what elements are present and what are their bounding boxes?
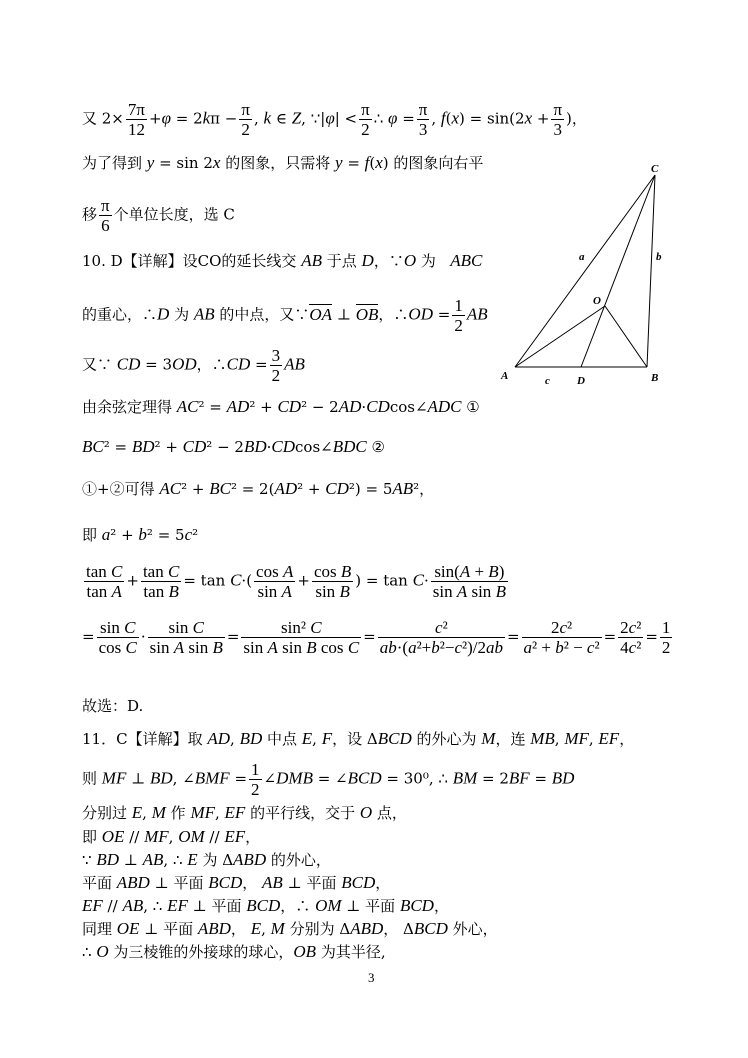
q11-line-3: 分别过 E, M 作 MF, EF 的平行线，交于 O 点，	[82, 803, 407, 822]
label-b: b	[656, 251, 662, 263]
q10-line-9: = $\frac{\text{sin C}}{\text{cos C}}$ · $\frac{\text{sin C}}{\text{sin A sin B}}$ = $\frac{\text{sin² C}}{\text{sin A sin B cos C}}$ = $\frac{\text{c²}}{\text{ab·(a²+b²−c²)/2ab}}$ = $\frac{\text{2c²}}{\text{a² + b² − c²}}$ = $\frac{\text{2c²}}{\text{4c²}}$ = $\frac{1}{2}$	[82, 618, 671, 657]
segment-cd	[581, 175, 655, 367]
label-A: A	[501, 370, 509, 382]
label-O: O	[593, 295, 601, 307]
label-D: D	[577, 375, 585, 387]
solution-line-3: 移 $\frac{\pi}{6}$ 个单位长度，选 C	[82, 196, 235, 235]
solution-line-2: 为了得到 y = sin 2x 的图象，只需将 y = f(x) 的图象向右平	[82, 153, 484, 172]
q10-line-7: 即 a² + b² = 5c²	[82, 525, 199, 544]
side-bc	[647, 175, 655, 367]
q10-line-5: BC² = BD² + CD² − 2BD·CDcos∠BDC ②	[82, 437, 385, 456]
q11-line-2: 则 MF ⊥ BD, ∠BMF = $\frac{1}{2}$ ∠DMB = ∠BCD = 30⁰, ∴ BM = 2BF = BD	[82, 760, 575, 799]
q11-line-9: ∴ O 为三棱锥的外接球的球心，OB 为其半径,	[82, 942, 386, 961]
q10-line-4: 由余弦定理得 AC² = AD² + CD² − 2AD·CDcos∠ADC ①	[82, 397, 480, 416]
q10-line-6: ①+②可得 AC² + BC² = 2(AD² + CD²) = 5AB²，	[82, 479, 435, 498]
label-C: C	[651, 163, 659, 175]
q11-heading: 11．C【详解】取 AD, BD 中点 E, F，设 ΔBCD 的外心为 M，连 MB, MF, EF，	[82, 729, 635, 748]
page-number: 3	[368, 970, 375, 985]
q11-line-6: 平面 ABD ⊥ 平面 BCD， AB ⊥ 平面 BCD，	[82, 873, 391, 892]
segment-oa	[515, 306, 605, 367]
label-c: c	[545, 375, 550, 387]
q10-heading: 10. D【详解】设CO的延长线交 AB 于点 D，∵O 为 ABC	[82, 251, 483, 270]
label-a: a	[579, 251, 585, 263]
solution-line-1: 又 2× $\frac{7\pi}{12}$ +φ = 2kπ − $\frac{\pi}{2}$ , k ∈ Z, ∵|φ| < $\frac{\pi}{2}$ ∴ φ = $\frac{\pi}{3}$ , f(x) = sin(2x + $\frac{\pi}{3}$ )，	[82, 100, 587, 139]
q11-line-7: EF // AB, ∴ EF ⊥ 平面 BCD，∴ OM ⊥ 平面 BCD，	[82, 896, 449, 915]
segment-ob	[605, 306, 647, 367]
q11-line-4: 即 OE // MF, OM // EF，	[82, 827, 261, 846]
q10-line-2: 的重心，∴D 为 AB 的中点，又∵OA ⊥ OB，∴OD = $\frac{1}{2}$ AB	[82, 296, 488, 335]
q10-line-8: $\frac{\text{tan C}}{\text{tan A}}$ + $\frac{\text{tan C}}{\text{tan B}}$ = tan C·( $\frac{\text{cos A}}{\text{sin A}}$ + $\frac{\text{cos B}}{\text{sin B}}$ ) = tan C· $\frac{\sin(A + B)}{\text{sin A sin B}}$	[86, 562, 506, 601]
q11-line-8: 同理 OE ⊥ 平面 ABD， E, M 分别为 ΔABD， ΔBCD 外心，	[82, 919, 498, 938]
q11-line-5: ∵ BD ⊥ AB, ∴ E 为 ΔABD 的外心，	[82, 850, 331, 869]
q10-conclusion: 故选：D.	[82, 697, 144, 715]
triangle-figure	[495, 160, 685, 395]
side-ac	[515, 175, 655, 367]
q10-line-3: 又∵ CD = 3OD，∴CD = $\frac{3}{2}$ AB	[82, 346, 305, 385]
label-B: B	[651, 372, 659, 384]
